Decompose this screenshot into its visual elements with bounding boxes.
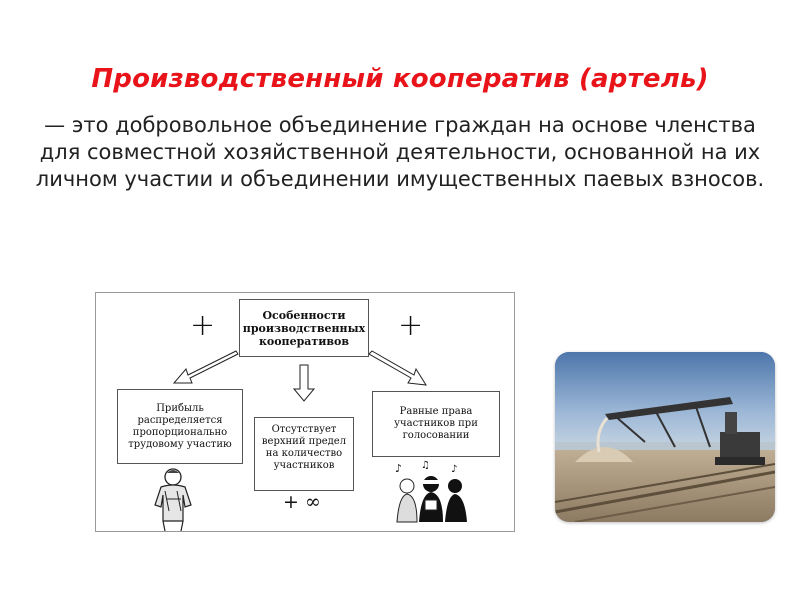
arrow-left-icon [174,351,238,383]
profit-box [117,389,243,464]
infinity-symbol: + ∞ [283,491,321,513]
arrow-right-icon [369,351,426,385]
equal-rights-label: Равные права участников при голосовании [394,406,478,441]
svg-text:♪: ♪ [451,464,458,475]
members-limit-box [254,417,354,491]
choir-icon [391,460,471,526]
slide-title: Производственный кооператив (артель) [91,64,709,94]
profit-box-label: Прибыль распределяется пропорционально трудовому участию [128,402,232,450]
worker-icon [143,465,203,531]
definition-text: — это добровольное объединение граждан на основе членства для совместной хозяйственной деятельности, основанной на их личном участии и объединении имущественных паевых взносов. [35,113,765,191]
equal-rights-box [372,391,500,457]
features-box-label: Особенности производственных кооперативов [242,308,366,348]
features-box [239,299,369,357]
plus-left: + [190,308,216,343]
conveyor-photo [555,352,775,522]
construction-conveyor-photo-icon [555,352,775,522]
features-diagram [95,292,515,532]
svg-text:♪: ♪ [395,462,403,475]
plus-right: + [398,308,424,343]
members-limit-label: Отсутствует верхний предел на количество участников [261,424,347,471]
svg-text:♫: ♫ [421,460,430,471]
arrow-down-icon [294,365,314,401]
